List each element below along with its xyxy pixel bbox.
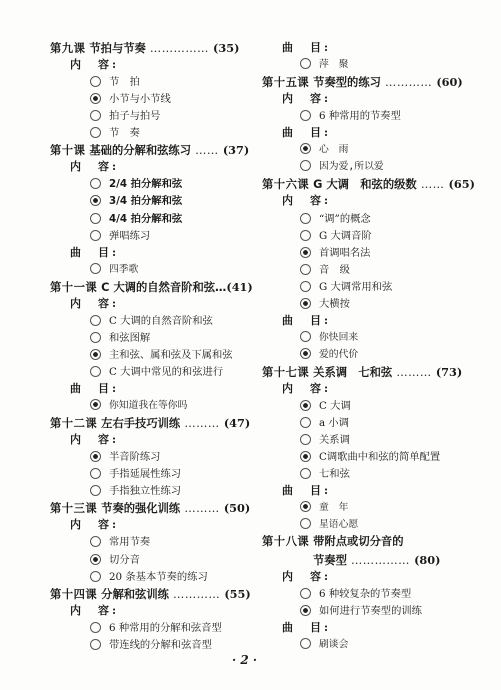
lesson-number: 第十七课 <box>262 365 310 379</box>
lesson-page: (35) <box>213 41 240 55</box>
lesson-title: 左右手技巧训练 <box>101 417 181 431</box>
item-text: 星语心愿 <box>319 519 359 531</box>
bullet-circle-icon <box>90 76 101 87</box>
content-item <box>90 535 150 549</box>
item-text: 大横按 <box>319 297 350 310</box>
bullet-circle-icon <box>90 366 101 377</box>
content-item <box>300 212 371 226</box>
item-text: 20 条基本节奏的练习 <box>109 570 208 583</box>
bullet-circle-icon <box>300 468 311 479</box>
content-item <box>90 177 182 191</box>
song-item <box>300 331 358 345</box>
item-text: 4/4 拍分解和弦 <box>109 212 183 225</box>
item-text: 童 年 <box>319 502 349 514</box>
bullet-circle-icon <box>300 247 311 258</box>
lesson-page: (60) <box>436 75 463 90</box>
leader-dots: ……… <box>180 502 224 516</box>
bullet-circle-icon <box>300 434 311 445</box>
section-heading: 曲 目: <box>282 126 332 140</box>
bullet-circle-icon <box>300 451 311 462</box>
content-item <box>300 450 440 464</box>
item-text: 和弦图解 <box>109 331 151 344</box>
lesson-page: (80) <box>414 552 441 567</box>
bullet-circle-icon <box>90 571 101 582</box>
bullet-circle-icon <box>300 348 311 359</box>
section-heading: 曲 目: <box>70 245 120 259</box>
lesson-title: 节奏型的练习 <box>313 76 381 90</box>
item-text: 音 级 <box>319 263 350 276</box>
content-item <box>300 433 350 447</box>
bullet-circle-icon <box>90 93 101 104</box>
toc-lesson-row <box>262 535 404 549</box>
bullet-circle-icon <box>300 110 311 121</box>
lesson-page: (73) <box>435 364 463 379</box>
lesson-number: 第九课 <box>50 42 86 55</box>
bullet-circle-icon <box>300 230 311 241</box>
content-item <box>90 194 182 208</box>
item-text: 首调唱名法 <box>319 246 371 259</box>
bullet-circle-icon <box>90 315 101 326</box>
bullet-circle-icon <box>90 178 101 189</box>
bullet-circle-icon <box>90 349 101 360</box>
song-item <box>300 160 384 174</box>
bullet-circle-icon <box>90 536 101 547</box>
bullet-circle-icon <box>300 417 311 428</box>
content-item <box>90 570 208 584</box>
item-text: 因为爱,所以爱 <box>319 161 384 173</box>
leader-dots: ……… <box>392 365 436 379</box>
toc-lesson-row <box>262 75 463 90</box>
content-item <box>300 297 350 311</box>
item-text: 四季歌 <box>109 263 139 275</box>
content-item <box>300 263 350 277</box>
bullet-circle-icon <box>90 332 101 343</box>
bullet-circle-icon <box>300 281 311 292</box>
leader-dots: ……… <box>180 417 224 431</box>
item-text: 半音阶练习 <box>109 451 161 464</box>
content-item <box>90 331 150 345</box>
toc-lesson-row <box>50 587 251 602</box>
lesson-number: 第十六课 <box>262 178 310 192</box>
content-item <box>300 229 372 243</box>
bullet-circle-icon <box>300 213 311 224</box>
content-item <box>300 246 370 260</box>
lesson-number: 第十二课 <box>50 417 98 431</box>
lesson-title: G 大调 和弦的级数 <box>313 178 417 192</box>
item-text: 常用节奏 <box>109 536 151 549</box>
section-heading: 曲 目: <box>282 41 332 54</box>
bullet-circle-icon <box>300 264 311 275</box>
lesson-page: (37) <box>222 143 250 158</box>
lesson-title: C 大调的自然音阶和弦… <box>101 280 227 294</box>
bullet-circle-icon <box>90 127 101 138</box>
item-text: C调歌曲中和弦的简单配置 <box>319 451 441 464</box>
item-text: 小节与小节线 <box>109 93 171 106</box>
lesson-number: 第十一课 <box>50 280 98 294</box>
content-item <box>300 109 401 123</box>
bullet-circle-icon <box>90 468 101 479</box>
song-item <box>90 399 187 413</box>
bullet-circle-icon <box>300 298 311 309</box>
section-heading: 内 容: <box>70 160 120 174</box>
section-heading: 内 容: <box>282 92 332 106</box>
item-text: C 大调的自然音阶和弦 <box>109 314 213 327</box>
lesson-number: 第十四课 <box>50 587 98 601</box>
section-heading: 曲 目: <box>282 313 332 327</box>
item-text: G 大调音阶 <box>319 229 372 242</box>
toc-lesson-row <box>262 365 462 380</box>
lesson-title: 节奏的强化训练 <box>101 502 181 516</box>
item-text: C 大调中常见的和弦进行 <box>109 365 224 378</box>
bullet-circle-icon <box>300 143 311 154</box>
content-item <box>90 348 233 362</box>
item-text: 主和弦、属和弦及下属和弦 <box>109 348 233 361</box>
lesson-number: 第十三课 <box>50 502 98 516</box>
content-item <box>90 467 181 481</box>
item-text: 拍子与拍号 <box>109 110 161 123</box>
item-text: 刷谈会 <box>319 638 349 650</box>
song-item <box>300 58 348 72</box>
leader-dots: …… <box>416 178 449 192</box>
bullet-circle-icon <box>90 110 101 121</box>
item-text: 你快回来 <box>319 331 359 343</box>
item-text: 6 种较复杂的节奏型 <box>319 587 412 600</box>
content-item <box>300 280 392 294</box>
bullet-circle-icon <box>300 160 311 171</box>
bullet-circle-icon <box>90 485 101 496</box>
bullet-circle-icon <box>300 605 311 616</box>
content-item <box>90 92 171 106</box>
section-heading: 内 容: <box>282 194 332 208</box>
toc-lesson-row <box>50 143 249 158</box>
bullet-circle-icon <box>300 518 311 529</box>
content-item <box>90 484 181 498</box>
item-text: 带连线的分解和弦音型 <box>109 638 212 651</box>
item-text: a 小调 <box>319 417 350 430</box>
lesson-number: 第十五课 <box>262 76 310 90</box>
lesson-number: 第十八课 <box>262 535 310 549</box>
leader-dots: …………… <box>145 42 214 55</box>
item-text: 萍 聚 <box>319 59 349 71</box>
lesson-title: 分解和弦训练 <box>101 587 169 601</box>
song-item <box>300 501 348 515</box>
lesson-title: 节奏型 <box>313 553 347 567</box>
bullet-circle-icon <box>90 639 101 650</box>
bullet-circle-icon <box>90 195 101 206</box>
lesson-title: 关系调 七和弦 <box>313 365 393 379</box>
song-item <box>300 348 358 362</box>
song-item <box>300 638 348 652</box>
section-heading: 内 容: <box>282 382 332 395</box>
page-number: · 2 · <box>232 653 258 667</box>
toc-lesson-row <box>50 416 250 431</box>
item-text: 弹唱练习 <box>109 229 151 242</box>
content-item <box>90 75 140 89</box>
content-item <box>90 126 140 140</box>
content-item <box>300 416 349 430</box>
item-text: 切分音 <box>109 553 140 566</box>
bullet-circle-icon <box>300 400 311 411</box>
content-item <box>90 621 222 635</box>
section-heading: 曲 目: <box>70 382 120 395</box>
item-text: 节 拍 <box>109 76 140 89</box>
section-heading: 内 容: <box>70 58 120 72</box>
content-item <box>90 365 223 379</box>
item-text: 心 雨 <box>319 144 349 156</box>
toc-lesson-row <box>313 553 441 568</box>
bullet-circle-icon <box>90 451 101 462</box>
item-text: G 大调常用和弦 <box>319 280 393 293</box>
content-item <box>90 229 150 243</box>
toc-lesson-row <box>50 501 250 516</box>
lesson-number: 第十课 <box>50 144 86 158</box>
content-item <box>90 450 160 464</box>
item-text: 手指独立性练习 <box>109 485 182 498</box>
bullet-circle-icon <box>90 399 101 410</box>
bullet-circle-icon <box>300 58 311 69</box>
item-text: 七和弦 <box>319 468 350 481</box>
item-text: 如何进行节奏型的训练 <box>319 604 422 617</box>
song-item <box>300 143 348 157</box>
lesson-page: (65) <box>448 177 475 192</box>
section-heading: 内 容: <box>282 569 332 583</box>
content-item <box>90 638 212 652</box>
bullet-circle-icon <box>300 331 311 342</box>
item-text: 6 种常用的节奏型 <box>319 110 401 123</box>
item-text: 节 奏 <box>109 127 140 140</box>
leader-dots: ………… <box>380 76 437 90</box>
lesson-title: 节拍与节奏 <box>89 42 146 55</box>
content-item <box>90 553 140 567</box>
bullet-circle-icon <box>300 501 311 512</box>
toc-lesson-row <box>50 41 239 56</box>
bullet-circle-icon <box>90 622 101 633</box>
content-item <box>300 399 351 413</box>
toc-lesson-row <box>262 177 475 192</box>
leader-dots: …………… <box>346 553 415 567</box>
lesson-page: (55) <box>224 586 251 601</box>
content-item <box>300 604 422 618</box>
item-text: 3/4 拍分解和弦 <box>109 195 183 208</box>
bullet-circle-icon <box>90 263 101 274</box>
bullet-circle-icon <box>90 213 101 224</box>
section-heading: 内 容: <box>70 433 120 447</box>
content-item <box>90 109 160 123</box>
song-item <box>300 518 358 532</box>
item-text: 2/4 拍分解和弦 <box>109 178 183 191</box>
lesson-page: (50) <box>223 501 251 516</box>
lesson-title: 带附点或切分音的 <box>313 535 404 549</box>
bullet-circle-icon <box>300 588 311 599</box>
bullet-circle-icon <box>300 638 311 649</box>
bullet-circle-icon <box>90 554 101 565</box>
section-heading: 曲 目: <box>282 484 332 498</box>
song-item <box>90 263 138 277</box>
section-heading: 曲 目: <box>282 620 332 634</box>
item-text: 6 种常用的分解和弦音型 <box>109 621 222 634</box>
content-item <box>300 467 350 481</box>
content-item <box>300 587 411 601</box>
item-text: 关系调 <box>319 434 350 447</box>
lesson-title: 基础的分解和弦练习 <box>89 144 192 158</box>
content-item <box>90 314 213 328</box>
content-item <box>90 212 182 226</box>
item-text: “调”的概念 <box>319 212 371 225</box>
toc-lesson-row <box>50 280 253 295</box>
item-text: 手指延展性练习 <box>109 468 182 481</box>
lesson-page: (47) <box>223 416 251 431</box>
section-heading: 内 容: <box>70 296 120 310</box>
leader-dots: …… <box>191 144 223 158</box>
lesson-page: (41) <box>226 279 253 294</box>
section-heading: 内 容: <box>70 603 120 617</box>
item-text: 爱的代价 <box>319 348 359 360</box>
item-text: C 大调 <box>319 400 351 413</box>
section-heading: 内 容: <box>70 518 120 532</box>
bullet-circle-icon <box>90 230 101 241</box>
leader-dots: ………… <box>168 587 225 601</box>
item-text: 你知道我在等你吗 <box>109 400 188 412</box>
